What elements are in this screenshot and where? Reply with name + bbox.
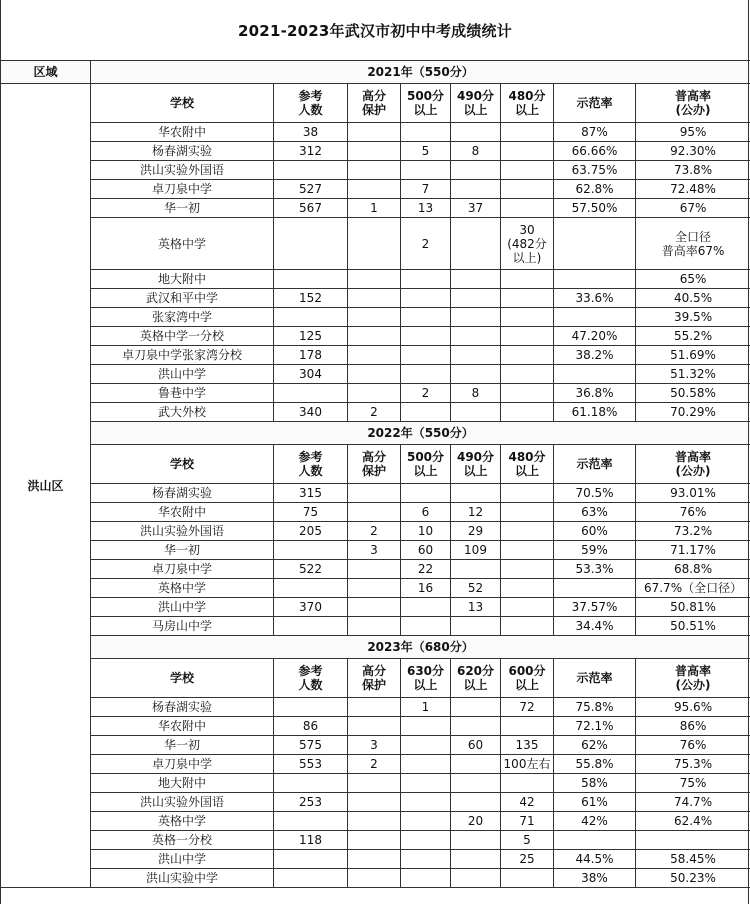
school-name: 张家湾中学	[91, 308, 274, 327]
threshold-3-value: 100左右	[501, 755, 554, 774]
protect-value: 2	[348, 403, 401, 422]
threshold-3-value: 30 (482分 以上)	[501, 218, 554, 270]
high-rate-value: 62.4%	[636, 812, 750, 831]
header-protect: 高分 保护	[348, 445, 401, 484]
takers-value: 253	[274, 793, 348, 812]
header-threshold-1: 630分 以上	[401, 659, 451, 698]
header-high-rate: 普高率 (公办)	[636, 445, 750, 484]
school-name: 华农附中	[91, 717, 274, 736]
header-threshold-3: 480分 以上	[501, 84, 554, 123]
school-name: 洪山中学	[91, 850, 274, 869]
threshold-2-value: 13	[451, 598, 501, 617]
high-rate-value: 50.51%	[636, 617, 750, 636]
threshold-2-value: 12	[451, 503, 501, 522]
takers-value: 152	[274, 289, 348, 308]
region-cell: 洪山区	[1, 84, 91, 888]
school-name: 马房山中学	[91, 617, 274, 636]
high-rate-value: 73.8%	[636, 161, 750, 180]
takers-value: 315	[274, 484, 348, 503]
header-threshold-3: 480分 以上	[501, 445, 554, 484]
threshold-2-value: 29	[451, 522, 501, 541]
header-school: 学校	[91, 659, 274, 698]
high-rate-value: 50.58%	[636, 384, 750, 403]
school-name: 武汉和平中学	[91, 289, 274, 308]
header-threshold-2: 490分 以上	[451, 445, 501, 484]
threshold-3-value: 135	[501, 736, 554, 755]
header-protect: 高分 保护	[348, 659, 401, 698]
pass-rate-value: 72.1%	[554, 717, 636, 736]
header-takers: 参考 人数	[274, 659, 348, 698]
threshold-1-value: 2	[401, 218, 451, 270]
pass-rate-value: 38%	[554, 869, 636, 888]
high-rate-value: 51.32%	[636, 365, 750, 384]
high-rate-value: 全口径 普高率67%	[636, 218, 750, 270]
threshold-2-value: 109	[451, 541, 501, 560]
school-name: 杨春湖实验	[91, 484, 274, 503]
threshold-2-value: 60	[451, 736, 501, 755]
high-rate-value: 75.3%	[636, 755, 750, 774]
school-name: 华一初	[91, 199, 274, 218]
high-rate-value: 40.5%	[636, 289, 750, 308]
threshold-3-value: 71	[501, 812, 554, 831]
pass-rate-value: 38.2%	[554, 346, 636, 365]
school-name: 英格中学	[91, 218, 274, 270]
protect-value: 2	[348, 522, 401, 541]
threshold-1-value: 5	[401, 142, 451, 161]
high-rate-value: 39.5%	[636, 308, 750, 327]
pass-rate-value: 55.8%	[554, 755, 636, 774]
pass-rate-value: 47.20%	[554, 327, 636, 346]
high-rate-value: 50.23%	[636, 869, 750, 888]
pass-rate-value: 58%	[554, 774, 636, 793]
school-name: 洪山实验外国语	[91, 522, 274, 541]
school-name: 洪山中学	[91, 598, 274, 617]
takers-value: 370	[274, 598, 348, 617]
takers-value: 527	[274, 180, 348, 199]
high-rate-value: 95.6%	[636, 698, 750, 717]
school-name: 杨春湖实验	[91, 698, 274, 717]
takers-value: 205	[274, 522, 348, 541]
pass-rate-value: 61.18%	[554, 403, 636, 422]
pass-rate-value: 57.50%	[554, 199, 636, 218]
protect-value: 2	[348, 755, 401, 774]
takers-value: 86	[274, 717, 348, 736]
year-label: 2022年（550分）	[91, 422, 750, 445]
pass-rate-value: 42%	[554, 812, 636, 831]
school-name: 武大外校	[91, 403, 274, 422]
header-school: 学校	[91, 445, 274, 484]
high-rate-value: 51.69%	[636, 346, 750, 365]
header-pass-rate: 示范率	[554, 445, 636, 484]
high-rate-value: 92.30%	[636, 142, 750, 161]
high-rate-value: 67.7%（全口径）	[636, 579, 750, 598]
pass-rate-value: 62.8%	[554, 180, 636, 199]
takers-value: 553	[274, 755, 348, 774]
protect-value: 1	[348, 199, 401, 218]
header-pass-rate: 示范率	[554, 659, 636, 698]
school-name: 华一初	[91, 541, 274, 560]
threshold-1-value: 2	[401, 384, 451, 403]
high-rate-value: 95%	[636, 123, 750, 142]
takers-value: 567	[274, 199, 348, 218]
pass-rate-value: 53.3%	[554, 560, 636, 579]
high-rate-value: 65%	[636, 270, 750, 289]
school-name: 华一初	[91, 736, 274, 755]
threshold-3-value: 72	[501, 698, 554, 717]
pass-rate-value: 66.66%	[554, 142, 636, 161]
threshold-3-value: 5	[501, 831, 554, 850]
threshold-1-value: 1	[401, 698, 451, 717]
school-name: 英格中学一分校	[91, 327, 274, 346]
takers-value: 118	[274, 831, 348, 850]
header-takers: 参考 人数	[274, 445, 348, 484]
pass-rate-value: 63%	[554, 503, 636, 522]
takers-value: 178	[274, 346, 348, 365]
threshold-1-value: 10	[401, 522, 451, 541]
year-label: 2021年（550分）	[91, 61, 750, 84]
pass-rate-value: 61%	[554, 793, 636, 812]
school-name: 地大附中	[91, 774, 274, 793]
school-name: 英格中学	[91, 579, 274, 598]
takers-value: 75	[274, 503, 348, 522]
pass-rate-value: 34.4%	[554, 617, 636, 636]
high-rate-value: 58.45%	[636, 850, 750, 869]
school-name: 华农附中	[91, 503, 274, 522]
region-header-cell: 区域	[1, 61, 91, 84]
header-high-rate: 普高率 (公办)	[636, 84, 750, 123]
school-name: 华农附中	[91, 123, 274, 142]
high-rate-value: 86%	[636, 717, 750, 736]
school-name: 卓刀泉中学	[91, 755, 274, 774]
high-rate-value: 93.01%	[636, 484, 750, 503]
threshold-1-value: 13	[401, 199, 451, 218]
pass-rate-value: 59%	[554, 541, 636, 560]
pass-rate-value: 60%	[554, 522, 636, 541]
pass-rate-value: 70.5%	[554, 484, 636, 503]
header-school: 学校	[91, 84, 274, 123]
school-name: 卓刀泉中学	[91, 180, 274, 199]
takers-value: 312	[274, 142, 348, 161]
header-pass-rate: 示范率	[554, 84, 636, 123]
threshold-2-value: 20	[451, 812, 501, 831]
protect-value: 3	[348, 541, 401, 560]
high-rate-value: 67%	[636, 199, 750, 218]
takers-value: 125	[274, 327, 348, 346]
high-rate-value: 50.81%	[636, 598, 750, 617]
pass-rate-value: 37.57%	[554, 598, 636, 617]
high-rate-value: 73.2%	[636, 522, 750, 541]
pass-rate-value: 75.8%	[554, 698, 636, 717]
high-rate-value: 76%	[636, 736, 750, 755]
header-high-rate: 普高率 (公办)	[636, 659, 750, 698]
header-takers: 参考 人数	[274, 84, 348, 123]
header-threshold-1: 500分 以上	[401, 84, 451, 123]
threshold-3-value: 25	[501, 850, 554, 869]
takers-value: 304	[274, 365, 348, 384]
school-name: 洪山实验中学	[91, 869, 274, 888]
threshold-2-value: 8	[451, 142, 501, 161]
pass-rate-value: 33.6%	[554, 289, 636, 308]
high-rate-value: 71.17%	[636, 541, 750, 560]
threshold-1-value: 6	[401, 503, 451, 522]
pass-rate-value: 62%	[554, 736, 636, 755]
high-rate-value: 70.29%	[636, 403, 750, 422]
pass-rate-value: 36.8%	[554, 384, 636, 403]
threshold-2-value: 52	[451, 579, 501, 598]
school-name: 洪山实验外国语	[91, 793, 274, 812]
pass-rate-value: 87%	[554, 123, 636, 142]
takers-value: 38	[274, 123, 348, 142]
high-rate-value: 72.48%	[636, 180, 750, 199]
high-rate-value: 68.8%	[636, 560, 750, 579]
header-protect: 高分 保护	[348, 84, 401, 123]
school-name: 卓刀泉中学	[91, 560, 274, 579]
high-rate-value: 76%	[636, 503, 750, 522]
header-threshold-3: 600分 以上	[501, 659, 554, 698]
page-title: 2021-2023年武汉市初中中考成绩统计	[0, 0, 750, 61]
school-name: 地大附中	[91, 270, 274, 289]
takers-value: 340	[274, 403, 348, 422]
threshold-2-value: 37	[451, 199, 501, 218]
pass-rate-value: 44.5%	[554, 850, 636, 869]
school-name: 洪山实验外国语	[91, 161, 274, 180]
threshold-1-value: 7	[401, 180, 451, 199]
threshold-1-value: 22	[401, 560, 451, 579]
protect-value: 3	[348, 736, 401, 755]
header-threshold-1: 500分 以上	[401, 445, 451, 484]
school-name: 英格一分校	[91, 831, 274, 850]
school-name: 卓刀泉中学张家湾分校	[91, 346, 274, 365]
high-rate-value: 74.7%	[636, 793, 750, 812]
header-threshold-2: 490分 以上	[451, 84, 501, 123]
high-rate-value: 75%	[636, 774, 750, 793]
threshold-3-value: 42	[501, 793, 554, 812]
takers-value: 522	[274, 560, 348, 579]
high-rate-value: 55.2%	[636, 327, 750, 346]
school-name: 杨春湖实验	[91, 142, 274, 161]
year-label: 2023年（680分）	[91, 636, 750, 659]
header-threshold-2: 620分 以上	[451, 659, 501, 698]
school-name: 英格中学	[91, 812, 274, 831]
school-name: 洪山中学	[91, 365, 274, 384]
pass-rate-value: 63.75%	[554, 161, 636, 180]
threshold-2-value: 8	[451, 384, 501, 403]
threshold-1-value: 16	[401, 579, 451, 598]
threshold-1-value: 60	[401, 541, 451, 560]
school-name: 鲁巷中学	[91, 384, 274, 403]
takers-value: 575	[274, 736, 348, 755]
